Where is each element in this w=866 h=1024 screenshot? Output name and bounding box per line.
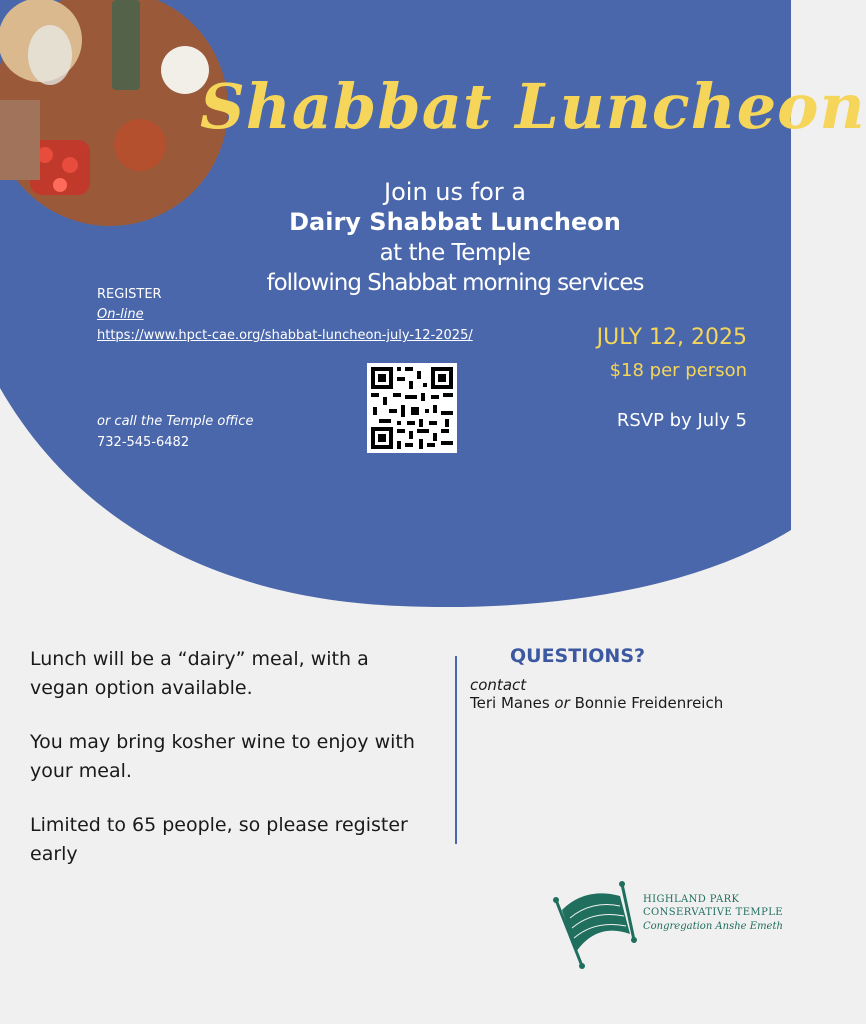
online-label: On-line (97, 307, 144, 322)
rsvp-deadline: RSVP by July 5 (616, 410, 747, 431)
org-name-line-3: Congregation Anshe Emeth (643, 921, 783, 932)
register-label: REGISTER (97, 287, 162, 302)
org-name-line-2: CONSERVATIVE TEMPLE (643, 907, 783, 918)
detail-wine: You may bring kosher wine to enjoy with your meal. (30, 731, 415, 782)
detail-limit: Limited to 65 people, so please register early (30, 814, 408, 865)
event-title: Shabbat Luncheon (200, 70, 866, 143)
details-block (30, 645, 430, 894)
event-date: JULY 12, 2025 (596, 325, 747, 350)
detail-dairy: Lunch will be a “dairy” meal, with a vegan option available. (30, 648, 369, 699)
intro-line-3: at the Temple (379, 240, 531, 266)
register-url-link[interactable]: https://www.hpct-cae.org/shabbat-luncheon-july-12-2025/ (97, 328, 473, 343)
contact-name-1: Teri Manes (470, 694, 550, 712)
org-name-line-1: HIGHLAND PARK (643, 894, 740, 905)
vertical-divider (455, 656, 457, 844)
intro-line-2: Dairy Shabbat Luncheon (289, 208, 621, 236)
intro-line-4: following Shabbat morning services (266, 270, 644, 296)
contact-names (470, 694, 723, 712)
questions-heading: QUESTIONS? (510, 645, 646, 667)
call-label: or call the Temple office (97, 414, 254, 429)
contact-or: or (554, 694, 570, 712)
torah-scroll-logo-icon (550, 878, 640, 970)
contact-name-2: Bonnie Freidenreich (574, 694, 724, 712)
phone-number: 732-545-6482 (97, 435, 190, 450)
intro-line-1: Join us for a (384, 178, 526, 206)
event-price: $18 per person (609, 360, 747, 381)
contact-label: contact (470, 676, 527, 694)
qr-code (367, 363, 457, 453)
